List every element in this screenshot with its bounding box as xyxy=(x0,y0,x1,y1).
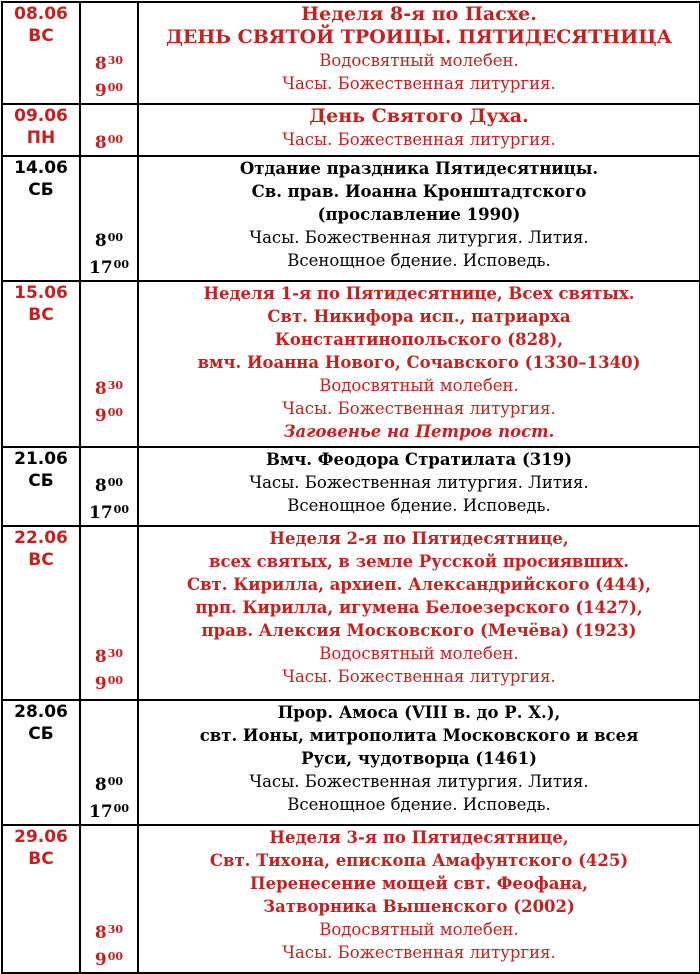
service-text: Часы. Божественная литургия. Лития. xyxy=(249,228,589,247)
service-time: $8^{00}$ xyxy=(94,231,124,251)
date-cell xyxy=(2,156,80,281)
service-time: $17^{00}$ xyxy=(89,258,129,278)
schedule-row xyxy=(2,2,700,104)
service-time: $9^{00}$ xyxy=(94,406,124,426)
service-time: $8^{30}$ xyxy=(94,379,124,399)
date-text: 21.06 xyxy=(14,449,68,469)
weekday-text: ВС xyxy=(28,26,54,46)
date-cell xyxy=(2,281,80,447)
event-title: (прославление 1990) xyxy=(317,205,521,224)
time-cell xyxy=(80,281,138,447)
weekday-text: ВС xyxy=(28,305,54,325)
service-time: $9^{00}$ xyxy=(94,950,124,970)
fast-note: Заговенье на Петров пост. xyxy=(283,422,555,441)
event-title: Перенесение мощей свт. Феофана, xyxy=(250,874,588,893)
schedule-row xyxy=(2,156,700,281)
event-title: Св. прав. Иоанна Кронштадтского xyxy=(251,182,587,201)
date-text: 22.06 xyxy=(14,528,68,548)
date-cell xyxy=(2,104,80,156)
date-text: 29.06 xyxy=(14,827,68,847)
event-title: Константинопольского (828), xyxy=(274,330,564,349)
event-cell xyxy=(138,700,700,825)
date-cell xyxy=(2,700,80,825)
schedule-body xyxy=(2,2,700,973)
date-cell xyxy=(2,825,80,973)
date-cell xyxy=(2,447,80,526)
event-title: День Святого Духа. xyxy=(309,105,529,127)
weekday-text: СБ xyxy=(28,724,54,744)
event-title: Неделя 8-я по Пасхе. xyxy=(301,3,537,25)
event-title: ДЕНЬ СВЯТОЙ ТРОИЦЫ. ПЯТИДЕСЯТНИЦА xyxy=(165,26,673,48)
time-cell xyxy=(80,156,138,281)
service-text: Часы. Божественная литургия. xyxy=(282,667,556,686)
schedule-row xyxy=(2,526,700,700)
event-title: прп. Кирилла, игумена Белоезерского (1427), xyxy=(195,598,643,617)
date-text: 14.06 xyxy=(14,158,68,178)
time-cell xyxy=(80,104,138,156)
event-title: Затворника Вышенского (2002) xyxy=(263,897,575,916)
service-text: Водосвятный молебен. xyxy=(319,920,519,939)
service-time: $17^{00}$ xyxy=(89,503,129,523)
event-cell xyxy=(138,825,700,973)
event-title: Руси, чудотворца (1461) xyxy=(301,749,537,768)
time-cell xyxy=(80,825,138,973)
event-title: свт. Ионы, митрополита Московского и всея xyxy=(199,726,639,745)
date-text: 15.06 xyxy=(14,283,68,303)
time-cell xyxy=(80,447,138,526)
schedule-row xyxy=(2,104,700,156)
date-text: 09.06 xyxy=(14,106,68,126)
service-text: Водосвятный молебен. xyxy=(319,376,519,395)
service-text: Часы. Божественная литургия. Лития. xyxy=(249,473,589,492)
weekday-text: ПН xyxy=(26,128,56,148)
schedule-row xyxy=(2,700,700,825)
event-title: всех святых, в земле Русской просиявших. xyxy=(209,552,629,571)
schedule-row xyxy=(2,281,700,447)
event-title: вмч. Иоанна Нового, Сочавского (1330–1340) xyxy=(197,353,641,372)
date-text: 28.06 xyxy=(14,702,68,722)
event-cell xyxy=(138,2,700,104)
service-text: Часы. Божественная литургия. xyxy=(282,943,556,962)
event-title: Свт. Кирилла, архиеп. Александрийского (444), xyxy=(186,575,652,594)
event-cell xyxy=(138,526,700,700)
service-time: $8^{30}$ xyxy=(94,647,124,667)
service-time: $9^{00}$ xyxy=(94,674,124,694)
event-title: Отдание праздника Пятидесятницы. xyxy=(239,159,599,178)
event-title: Вмч. Феодора Стратилата (319) xyxy=(265,450,573,469)
weekday-text: ВС xyxy=(28,849,54,869)
time-cell xyxy=(80,700,138,825)
schedule-row xyxy=(2,825,700,973)
service-time: $8^{00}$ xyxy=(94,133,124,153)
event-title: Прор. Амоса (VIII в. до Р. Х.), xyxy=(277,703,561,722)
service-time: $8^{00}$ xyxy=(94,775,124,795)
event-cell xyxy=(138,281,700,447)
event-title: Неделя 1-я по Пятидесятнице, Всех святых. xyxy=(203,284,635,303)
date-cell xyxy=(2,2,80,104)
service-time: $8^{30}$ xyxy=(94,923,124,943)
service-time: $9^{00}$ xyxy=(94,81,124,101)
service-text: Часы. Божественная литургия. xyxy=(282,74,556,93)
date-text: 08.06 xyxy=(14,4,68,24)
event-cell xyxy=(138,447,700,526)
service-text: Всенощное бдение. Исповедь. xyxy=(287,496,551,515)
event-cell xyxy=(138,156,700,281)
schedule-table xyxy=(1,1,700,974)
time-cell xyxy=(80,526,138,700)
event-cell xyxy=(138,104,700,156)
service-time: $17^{00}$ xyxy=(89,802,129,822)
weekday-text: СБ xyxy=(28,180,54,200)
weekday-text: СБ xyxy=(28,471,54,491)
service-text: Водосвятный молебен. xyxy=(319,51,519,70)
service-text: Часы. Божественная литургия. xyxy=(282,130,556,149)
service-text: Часы. Божественная литургия. xyxy=(282,399,556,418)
date-cell xyxy=(2,526,80,700)
service-text: Всенощное бдение. Исповедь. xyxy=(287,795,551,814)
event-title: Свт. Никифора исп., патриарха xyxy=(267,307,571,326)
schedule-row xyxy=(2,447,700,526)
weekday-text: ВС xyxy=(28,550,54,570)
service-time: $8^{00}$ xyxy=(94,476,124,496)
event-title: Свт. Тихона, епископа Амафунтского (425) xyxy=(209,851,629,870)
event-title: Неделя 2-я по Пятидесятнице, xyxy=(269,529,569,548)
service-text: Часы. Божественная литургия. Лития. xyxy=(249,772,589,791)
service-time: $8^{30}$ xyxy=(94,54,124,74)
event-title: Неделя 3-я по Пятидесятнице, xyxy=(269,828,569,847)
event-title: прав. Алексия Московского (Мечёва) (1923) xyxy=(201,621,637,640)
time-cell xyxy=(80,2,138,104)
service-text: Всенощное бдение. Исповедь. xyxy=(287,251,551,270)
service-text: Водосвятный молебен. xyxy=(319,644,519,663)
